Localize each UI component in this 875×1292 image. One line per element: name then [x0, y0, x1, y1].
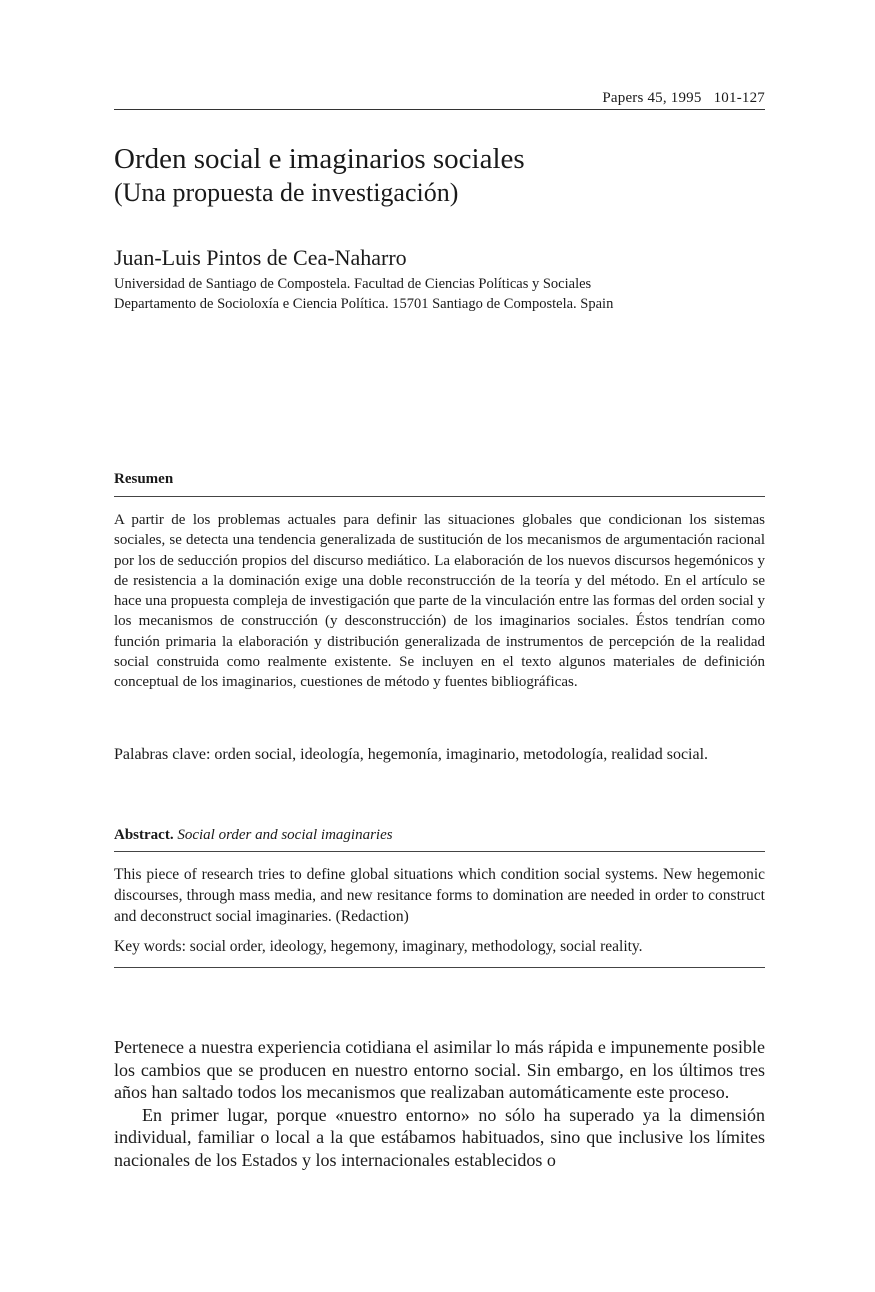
abstract-rule-bottom	[114, 967, 765, 968]
body-paragraph-1: Pertenece a nuestra experiencia cotidiana el asimilar lo más rápida e impunemente posible los cambios que se producen en nuestro entorno social. Sin embargo, en los últimos tres años han saltado todos los mecanismos que realizaban automáticamente este proceso.	[114, 1037, 765, 1102]
article-title: Orden social e imaginarios sociales	[114, 143, 525, 175]
abstract-text: This piece of research tries to define global situations which condition social systems. New hegemonic discourses, through mass media, and new resitance forms to domination are needed in order to construct and deconstruct social imaginaries. (Redaction)	[114, 866, 765, 925]
running-head	[602, 90, 765, 107]
resumen-rule	[114, 496, 765, 497]
resumen-text: A partir de los problemas actuales para definir las situaciones globales que condicionan los sistemas sociales, se detecta una tendencia generalizada de sustitución de los mecanismos de argumentación racional por los de seducción propios del discurso mediático. La elaboración de los nuevos discursos hegemónicos y de resistencia a la dominación exige una doble reconstrucción de la teoría y del método. En el artículo se hace una propuesta compleja de investigación que parte de la vinculación entre las formas del orden social y los mecanismos de construcción (y desconstrucción) de los imaginarios sociales. Éstos tendrían como función primaria la elaboración y distribución generalizada de instrumentos de percepción de la realidad social construida como realmente existente. Se incluyen en el texto algunos materiales de definición conceptual de los imaginarios, cuestiones de método y fuentes bibliográficas.	[114, 512, 765, 691]
affiliation-line-2: Departamento de Socioloxía e Ciencia Política. 15701 Santiago de Compostela. Spain	[114, 296, 614, 312]
author-name: Juan-Luis Pintos de Cea-Naharro	[114, 245, 407, 270]
body-paragraph-2: En primer lugar, porque «nuestro entorno» no sólo ha superado ya la dimensión individual, familiar o local a la que estábamos habituados, sino que inclusive los límites nacionales de los Estados y los internacionales establecidos o	[114, 1104, 765, 1170]
abstract-label: Abstract.	[114, 827, 174, 843]
affiliation-line-1: Universidad de Santiago de Compostela. Facultad de Ciencias Políticas y Sociales	[114, 276, 592, 292]
resumen-heading: Resumen	[114, 471, 174, 487]
abstract-heading	[114, 825, 393, 845]
abstract-title: Social order and social imaginaries	[177, 827, 393, 843]
palabras-clave-list: orden social, ideología, hegemonía, imaginario, metodología, realidad social.	[214, 746, 709, 763]
article-subtitle: (Una propuesta de investigación)	[114, 178, 459, 207]
key-words	[114, 936, 765, 957]
header-rule	[114, 109, 765, 110]
key-words-label: Key words:	[114, 938, 186, 955]
key-words-list: social order, ideology, hegemony, imaginary, methodology, social reality.	[189, 938, 643, 955]
palabras-clave	[114, 744, 765, 765]
abstract-rule-top	[114, 851, 765, 852]
palabras-clave-label: Palabras clave:	[114, 746, 211, 763]
body-text	[114, 1036, 765, 1171]
page-range: 101-127	[713, 90, 765, 106]
journal-citation: Papers 45, 1995	[602, 90, 702, 106]
